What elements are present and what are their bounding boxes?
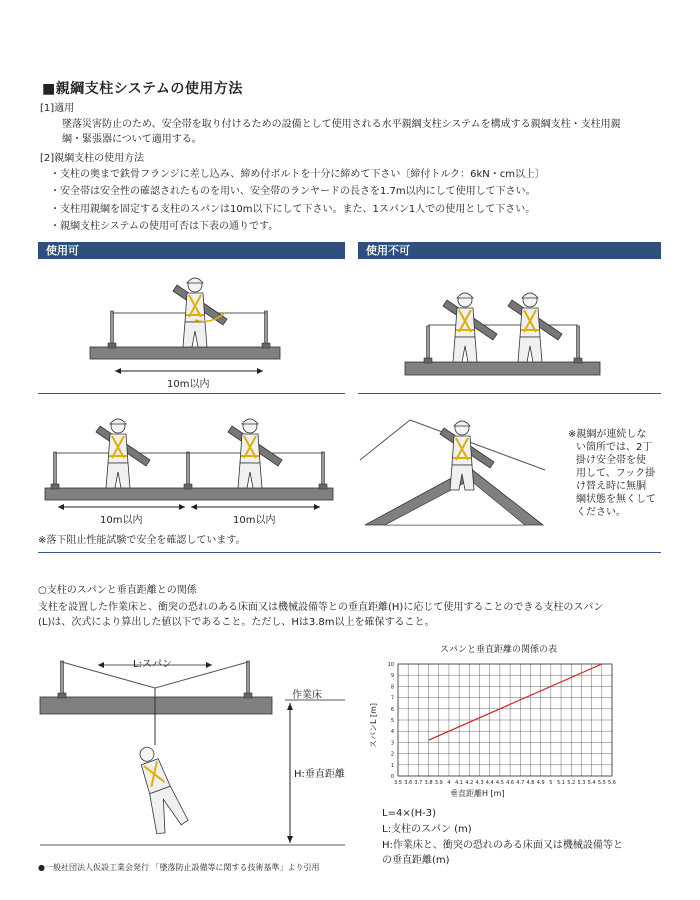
section-2-item: ・安全帯は安全性の確認されたものを用い、安全帯のランヤードの長さを1.7m以内にして使用して下さい。 [50,186,536,197]
section-2-item: ・支柱の奥まで鉄骨フランジに差し込み、締め付ボルトを十分に締めて下さい〔締付トルク：6kN・cm以上〕 [50,169,546,180]
chart-x-tick-label: 4.8 [526,780,535,786]
chart-x-tick-label: 4.7 [516,780,525,786]
chart-x-tick-label: 3.5 [394,780,402,786]
chart-x-axis-label: 垂直距離H [m] [450,789,505,798]
formula-line-3: H:作業床と、衝突の恐れのある床面又は機械設備等と [382,840,623,851]
chart-y-axis-label: スパンL [m] [369,702,378,748]
ng-note-line: い箇所では、2丁 [576,442,653,453]
ng-note-line: ください。 [576,507,626,518]
span-label-double-2: 10m以内 [233,515,276,526]
span-label-single: 10m以内 [167,379,210,390]
chart-x-tick-label: 3.7 [414,780,423,786]
formula-line-1: L=4×(H-3) [382,808,436,819]
chart-x-tick-label: 4.9 [536,780,545,786]
chart-x-tick-label: 3.9 [434,780,443,786]
section-2-item: ・親綱支柱システムの使用可否は下表の通りです。 [50,221,279,232]
chart-x-tick-label: 5.2 [567,780,576,786]
chart-x-tick-label: 3.6 [404,780,413,786]
span-label-double-1: 10m以内 [100,515,143,526]
formula-line-2: L:支柱のスパン (m) [382,824,472,835]
chart-y-tick-label: 0 [390,774,394,780]
relation-heading: ○支柱のスパンと垂直距離との関係 [38,585,197,596]
chart-y-tick-label: 5 [390,718,394,724]
chart-x-tick-label: 5.5 [597,780,606,786]
chart-x-tick-label: 5.1 [557,780,566,786]
chart-x-tick-label: 4.1 [455,780,464,786]
chart-y-tick-label: 2 [390,751,394,758]
ng-note-line: ※親綱が連続しな [568,429,647,440]
ng-note-line: 綱状態を無くして [576,494,656,505]
chart-y-tick-label: 3 [390,740,394,747]
section-2-item: ・支柱用親綱を固定する支柱のスパンは10m以下にして下さい。また、1スパン1人での使用として下さい。 [50,204,536,215]
relation-text-line-2: (L)は、次式により算出した値以下であること。ただし、Hは3.8m以上を確保すること。 [38,617,435,628]
chart-x-tick-label: 4.3 [475,780,484,786]
chart-x-tick-label: 3.8 [424,780,433,786]
chart-y-tick-label: 7 [390,695,394,702]
section-1-text-line-1: 墜落災害防止のため、安全帯を取り付けるための設備として使用される水平親綱支柱システムを構成する親綱支柱・支柱用親 [62,119,621,130]
chart-x-tick-label: 5 [549,780,553,786]
section-2-label: [2]親綱支柱の使用方法 [40,153,145,164]
chart-x-tick-label: 4.5 [495,780,504,786]
vertical-distance-label: H:垂直距離 [294,769,345,780]
ng-note-line: 掛け安全帯を使 [576,455,646,466]
chart-x-tick-label: 5.4 [587,780,596,786]
chart-x-tick-label: 4.6 [506,780,515,786]
chart-y-tick-label: 1 [390,762,394,769]
chart-x-tick-label: 4.4 [485,780,494,786]
chart-y-tick-label: 4 [390,729,394,736]
span-L-label: L:スパン [133,659,172,670]
section-1-label: [1]適用 [40,103,75,114]
formula-line-4: の垂直距離(m) [382,855,450,866]
chart-y-tick-label: 8 [390,684,394,691]
section-1-text-line-2: 綱・緊張器について適用する。 [62,134,202,145]
work-floor-label: 作業床 [292,690,322,701]
ng-label: 使用不可 [366,244,410,257]
ok-label: 使用可 [46,244,79,257]
footer-citation: ●一般社団法人仮設工業会発行 「墜落防止設備等に関する技術基準」より引用 [38,863,320,872]
page-title: ■親綱支柱システムの使用方法 [42,81,243,97]
chart-x-tick-label: 5.6 [608,780,616,786]
ng-note-line: け替え時に無胴 [576,481,646,492]
chart-y-tick-label: 9 [390,673,394,680]
chart-title: スパンと垂直距離の関係の表 [440,645,558,655]
chart-x-tick-label: 4.2 [465,780,474,786]
test-note: ※落下阻止性能試験で安全を確認しています。 [38,535,246,546]
chart-y-tick-label: 6 [390,706,394,713]
chart-x-tick-label: 5.3 [577,780,586,786]
ng-note-line: 用して、フック掛 [576,468,656,479]
chart-x-tick-label: 4 [447,780,451,786]
relation-text-line-1: 支柱を設置した作業床と、衝突の恐れのある床面又は機械設備等との垂直距離(H)に応じて使用することのできる支柱のスパン [38,602,604,613]
chart-y-tick-label: 10 [387,662,394,668]
